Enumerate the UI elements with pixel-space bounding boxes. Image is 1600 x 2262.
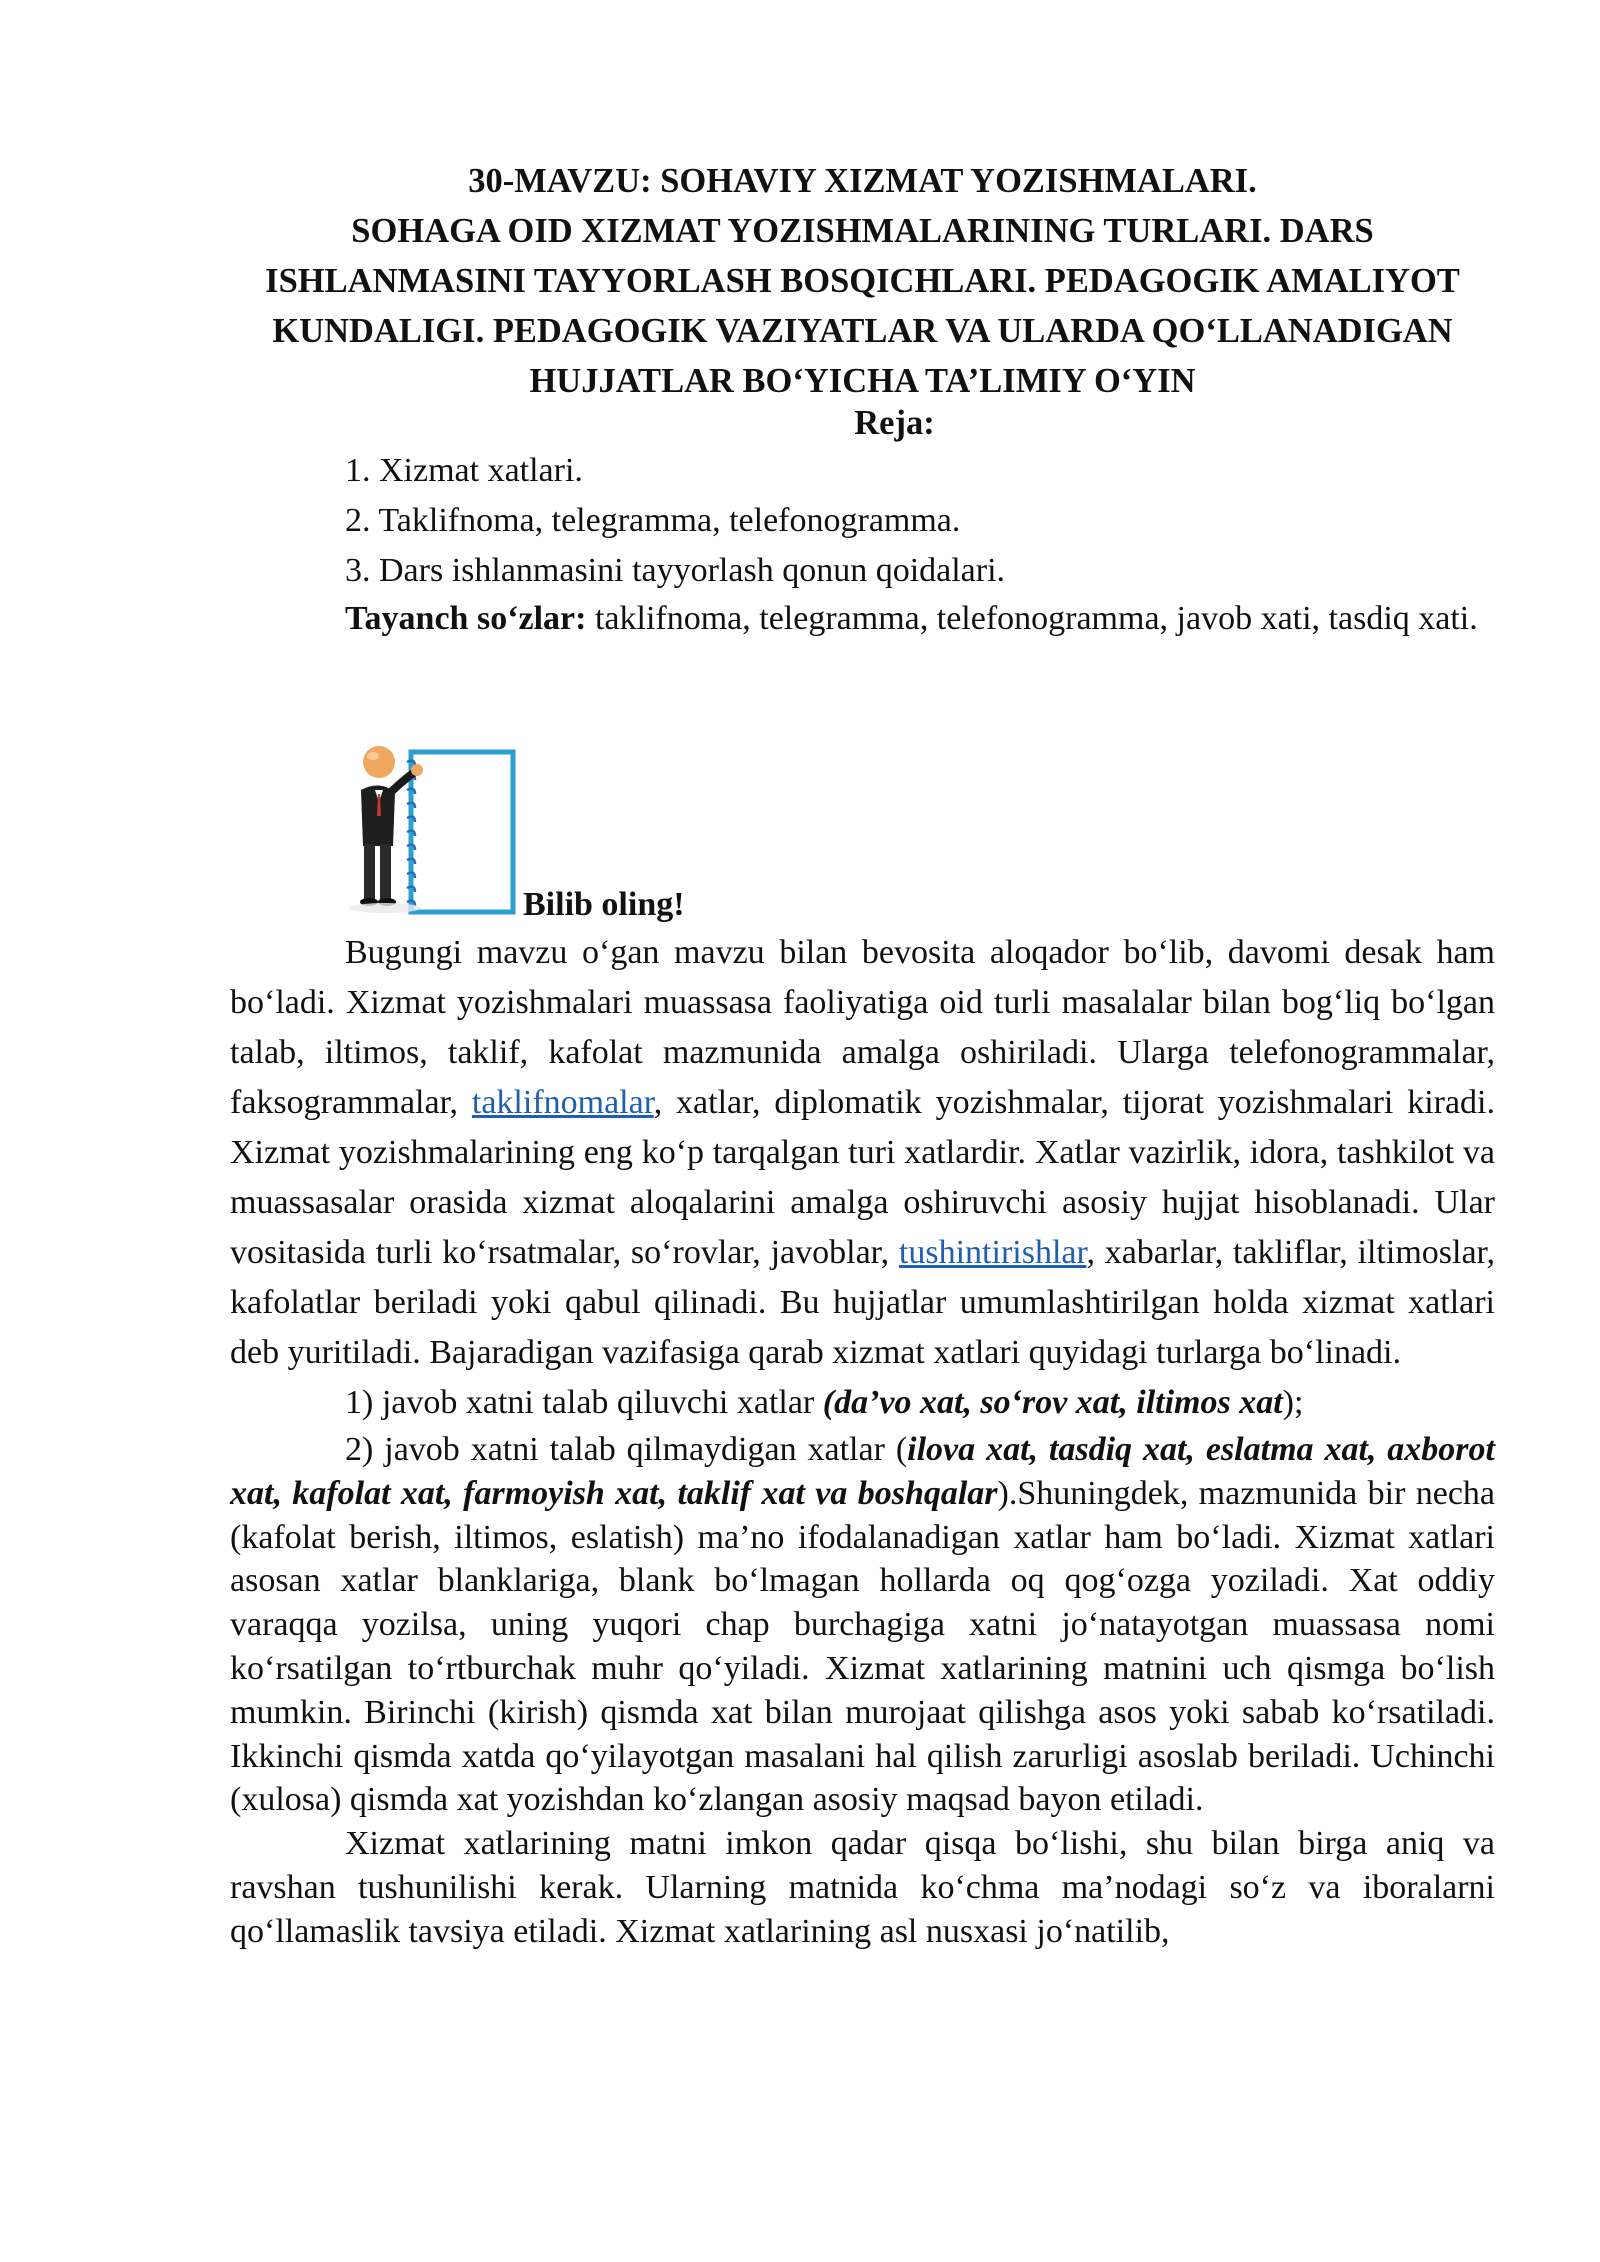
paragraph-1-part-2: , xatlar, diplomatik yozishmalar, tijorat yozishmalari kiradi. Xizmat yozishmalarining eng ko‘p tarqalgan turi xatlardir. Xatlar vazirlik, idora, tashkilot va muassasalar orasida xizmat aloqalarini amalga oshiruvchi asosiy hujjat hisoblanadi. Ular vositasida turli ko‘rsatmalar, so‘rovlar, javoblar,	[230, 1084, 1495, 1271]
plan-list	[345, 446, 1005, 596]
list-item-1-prefix: 1) javob xatni talab qiluvchi xatlar	[345, 1384, 823, 1421]
dense-block	[230, 1428, 1495, 1954]
paragraph-1	[230, 928, 1495, 1378]
paragraph-1-part-3: , xabarlar, takliflar, iltimoslar, kafolatlar beriladi yoki qabul qilinadi. Bu hujjatlar umumlashtirilgan holda xizmat xatlari deb yuritiladi. Bajaradigan vazifasiga qarab xizmat xatlari quyidagi turlarga bo‘linadi.	[230, 1234, 1495, 1371]
list-item-2-suffix: ).Shuningdek, mazmunida bir necha (kafolat berish, iltimos, eslatish) ma’no ifodalanadigan xatlar ham bo‘ladi. Xizmat xatlari asosan xatlar blanklariga, blank bo‘lmagan hollarda oq qog‘ozga yoziladi. Xat oddiy varaqqa yozilsa, uning yuqori chap burchagiga xatni jo‘natayotgan muassasa nomi ko‘rsatilgan to‘rtburchak muhr qo‘yiladi. Xizmat xatlarining matnini uch qismga bo‘lish mumkin. Birinchi (kirish) qismda xat bilan murojaat qilishga asos yoki sabab ko‘rsatiladi. Ikkinchi qismda xatda qo‘yilayotgan masalani hal qilish zarurligi asoslab beriladi. Uchinchi (xulosa) qismda xat yozishdan ko‘zlangan asosiy maqsad bayon etiladi.	[230, 1474, 1496, 1819]
keywords-paragraph	[230, 594, 1495, 644]
list-item-2	[230, 1428, 1495, 1822]
person-holding-notebook-icon	[345, 740, 525, 920]
keywords-text: taklifnoma, telegramma, telefonogramma, javob xati, tasdiq xati.	[586, 600, 1478, 637]
plan-item-1: 1. Xizmat xatlari.	[345, 452, 583, 489]
plan-heading-row	[230, 404, 1495, 443]
paragraph-last: Xizmat xatlarining matni imkon qadar qisqa bo‘lishi, shu bilan birga aniq va ravshan tushunilishi kerak. Ularning matnida ko‘chma ma’nodagi so‘z va iboralarni qo‘llamaslik tavsiya etiladi. Xizmat xatlarining asl nusxasi jo‘natilib,	[230, 1825, 1495, 1950]
plan-item-2: 2. Taklifnoma, telegramma, telefonogramma.	[345, 502, 961, 539]
paragraph-1-part-1: Bugungi mavzu o‘gan mavzu bilan bevosita aloqador bo‘lib, davomi desak ham bo‘ladi. Xizmat yozishmalari muassasa faoliyatiga oid turli masalalar bilan bog‘liq bo‘lgan talab, iltimos, taklif, kafolat mazmunida amalga oshiriladi. Ularga telefonogrammalar, faksogrammalar,	[230, 934, 1495, 1121]
plan-heading: Reja:	[854, 404, 935, 442]
list-item-2-prefix: 2) javob xatni talab qilmaydigan xatlar (	[345, 1431, 908, 1468]
list-item-2-emph: ilova xat, tasdiq xat, eslatma xat, axborot xat, kafolat xat, farmoyish xat, taklif xat va boshqalar	[230, 1431, 1495, 1512]
list-item-1	[230, 1378, 1495, 1428]
link-taklifnomalar[interactable]: taklifnomalar	[471, 1084, 654, 1121]
callout-label: Bilib oling!	[523, 886, 685, 923]
title-line-2: SOHAGA OID XIZMAT YOZISHMALARINING TURLARI. DARS ISHLANMASINI TAYYORLASH BOSQICHLARI. PEDAGOGIK AMALIYOT KUNDALIGI. PEDAGOGIK VAZIYATLAR VA ULARDA QO‘LLANADIGAN HUJJATLAR BO‘YICHA TA’LIMIY O‘YIN	[265, 212, 1460, 400]
list-item-1-suffix: );	[1282, 1384, 1304, 1421]
title-line-1: 30-MAVZU: SOHAVIY XIZMAT YOZISHMALARI.	[468, 162, 1257, 200]
body-text	[230, 928, 1495, 1954]
topic-title	[230, 156, 1495, 406]
list-item-1-emph: (da’vo xat, so‘rov xat, iltimos xat	[822, 1384, 1283, 1421]
plan-item-3: 3. Dars ishlanmasini tayyorlash qonun qoidalari.	[345, 552, 1006, 589]
link-tushintirishlar[interactable]: tushintirishlar	[898, 1234, 1087, 1271]
keywords-label: Tayanch so‘zlar:	[345, 600, 587, 637]
